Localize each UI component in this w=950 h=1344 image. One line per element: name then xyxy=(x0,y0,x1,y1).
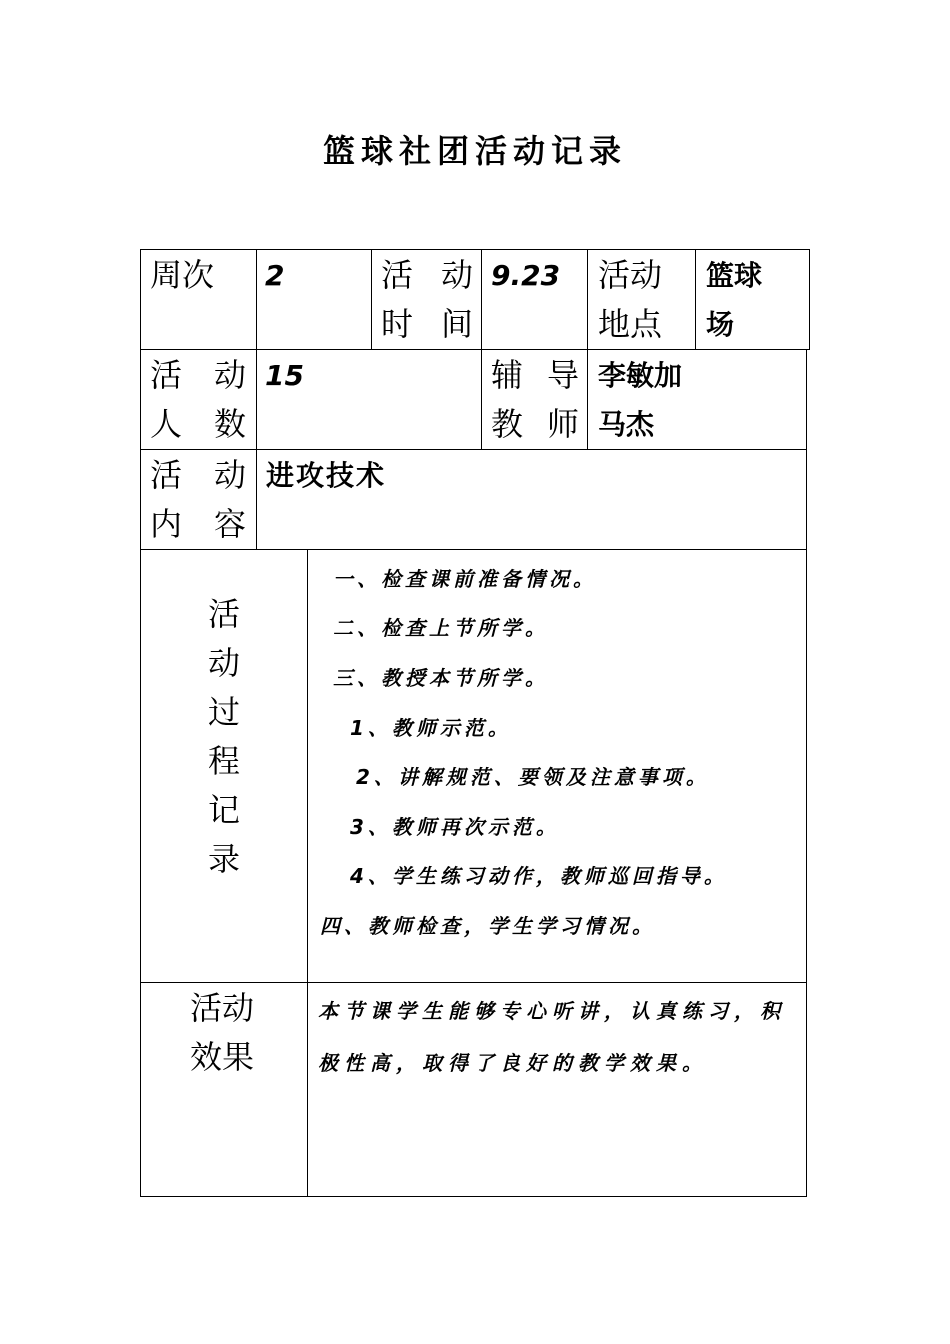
place-value-line-2: 场 xyxy=(706,308,735,341)
col-divider xyxy=(587,249,588,450)
process-line: 3、教师再次示范。 xyxy=(350,815,560,839)
count-label xyxy=(150,351,246,449)
content-label xyxy=(150,451,246,549)
process-line: 4、学生练习动作，教师巡回指导。 xyxy=(350,864,728,888)
content-label-line-2: 内 容 xyxy=(150,505,246,543)
time-label-line-2: 时 间 xyxy=(381,305,473,343)
col-divider xyxy=(695,249,696,350)
process-line: 2、讲解规范、要领及注意事项。 xyxy=(356,765,710,789)
process-line: 四、教师检查，学生学习情况。 xyxy=(320,914,656,938)
table-border-right xyxy=(806,349,807,1197)
content-value: 进攻技术 xyxy=(266,459,387,492)
teacher-names xyxy=(598,351,682,449)
effect-label xyxy=(190,984,254,1082)
time-label xyxy=(381,251,473,349)
count-label-line-1: 活 动 xyxy=(150,356,246,394)
process-label xyxy=(199,590,249,884)
process-label-char: 记 xyxy=(207,791,240,829)
effect-label-line-2: 效果 xyxy=(190,1038,255,1076)
process-line: 二、检查上节所学。 xyxy=(333,616,549,640)
process-label-char: 活 xyxy=(207,595,240,633)
teacher-label xyxy=(491,351,579,449)
process-line: 1、教师示范。 xyxy=(350,716,512,740)
content-label-line-1: 活 动 xyxy=(150,456,246,494)
place-label-line-2: 地点 xyxy=(598,305,663,343)
teacher-name: 马杰 xyxy=(598,408,655,441)
effect-label-line-1: 活动 xyxy=(190,989,255,1027)
process-label-char: 程 xyxy=(207,742,240,780)
process-line: 三、教授本节所学。 xyxy=(333,666,549,690)
count-value: 15 xyxy=(265,359,304,392)
col-divider xyxy=(307,549,308,1197)
process-label-char: 动 xyxy=(207,644,240,682)
effect-text: 本节课学生能够专心听讲，认真练习，积极性高，取得了良好的教学效果。 xyxy=(318,999,786,1075)
process-label-char: 录 xyxy=(207,840,240,878)
table-border-bottom xyxy=(140,1196,807,1197)
count-label-line-2: 人 数 xyxy=(150,405,246,443)
col-divider xyxy=(481,249,482,450)
place-label-line-1: 活动 xyxy=(598,256,663,294)
col-divider xyxy=(256,249,257,550)
teacher-name: 李敏加 xyxy=(598,359,683,392)
col-divider xyxy=(371,249,372,350)
row-divider xyxy=(140,349,810,350)
row-divider xyxy=(140,449,807,450)
process-label-char: 过 xyxy=(207,693,240,731)
table-border-right-row1 xyxy=(809,249,810,350)
place-label xyxy=(598,251,662,349)
teacher-label-line-2: 教 师 xyxy=(491,405,579,443)
place-value-line-1: 篮球 xyxy=(706,259,763,292)
row-divider xyxy=(140,982,807,983)
teacher-label-line-1: 辅 导 xyxy=(491,356,579,394)
row-divider xyxy=(140,549,807,550)
process-line: 一、检查课前准备情况。 xyxy=(333,567,597,591)
place-value xyxy=(706,251,762,349)
page-title: 篮球社团活动记录 xyxy=(322,132,627,170)
time-label-line-1: 活 动 xyxy=(381,256,473,294)
table-border-top xyxy=(140,249,810,250)
week-label: 周次 xyxy=(150,256,215,294)
table-border-left xyxy=(140,249,141,1197)
week-value: 2 xyxy=(265,259,285,292)
time-value: 9.23 xyxy=(491,259,561,292)
